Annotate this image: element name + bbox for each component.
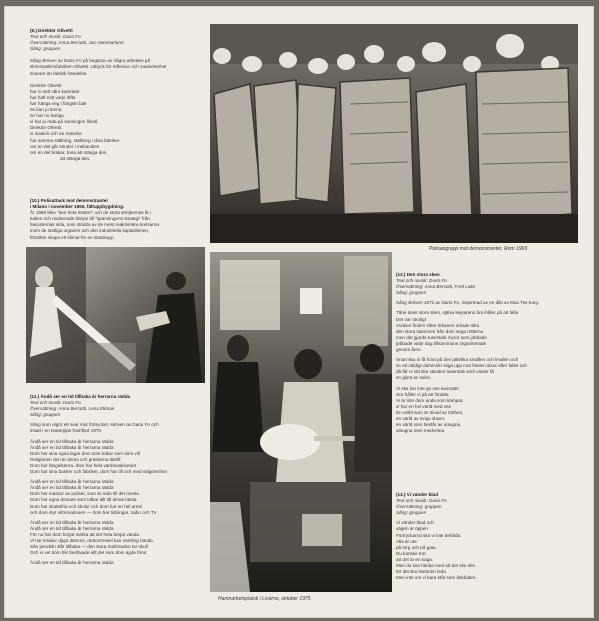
song-9-verse-line: har ni sett våra kamrater: [30, 88, 80, 94]
riot-police-photo: [210, 24, 578, 243]
song-11-line: och dom styr informationen — dom har tidningar, radio och TV: [30, 509, 157, 515]
song-11-block: [30, 394, 210, 566]
song-9-credit: Översättning: Anna Bersotti, Jan Hammarlund: [30, 40, 124, 46]
song-11-heading: (11.) Ändå ser en tid tillbaka år herrarna rädda: [30, 394, 131, 399]
song-9-block: [30, 28, 210, 162]
song-9-verse-line: att stänga den.: [60, 155, 91, 161]
song-10-body-line: försökte skapa ett klimat för en statskupp.: [30, 234, 115, 240]
arrest-photo: [26, 247, 205, 383]
song-11-line: Dom har fängelserna, dom har hela värdmaskineriet: [30, 462, 136, 468]
song-12-line: då får ni väl ska väsiden tusentals små växter få: [396, 369, 494, 375]
song-11-line: Ändå ser en tid tillbaka år herrarna rädda: [30, 485, 114, 491]
song-12-line: se ett väldigt dammoln stiga upp mot himlen strax efter fallet och: [396, 363, 527, 369]
song-11-line: Dom har sina egna lagar dom som tolkar som dom vill: [30, 450, 140, 456]
song-11-line: Sån pendeln slår tillbaka — den stora marknaden tar skull: [30, 544, 148, 550]
song-10-body-line: inom de statliga organen och den industriella kapitalismen,: [30, 228, 150, 234]
song-11-credit: Sång: gruppen: [30, 412, 61, 418]
song-13-credit: Text och musik: Dario Fo: [396, 498, 447, 504]
song-12-line: Vunken finden sitter örkanen orkade slita: [396, 322, 480, 328]
song-11-line: Och vi vet dom blir bedövade allt det som dom ägde förut: [30, 550, 147, 556]
song-12-line: vi har en hel värld med oss: [396, 403, 451, 409]
song-13-line: Alla är ute: [396, 538, 417, 544]
song-13-line: Men du kan hänka med att det ska ske: [396, 563, 475, 569]
song-13-line: Du kanske tror: [396, 550, 426, 556]
song-12-line: Det var otroligt: [396, 316, 426, 322]
song-13-line: tör ditt ska historien leda.: [396, 569, 448, 575]
song-9-verse-line: har samma ställning, ställning i dina fabriker: [30, 137, 120, 143]
song-12-line: en värld som består av utsugna,: [396, 422, 462, 428]
song-11-line: Ändå ser en tid tillbaka år herrarna rädda: [30, 519, 114, 525]
song-9-intro: snarare än faktisk händelse.: [30, 70, 88, 76]
song-13-line: på torg och på gata.: [396, 544, 437, 550]
song-11-line: Religionen den är deras och prästerna därtill: [30, 456, 121, 462]
song-9-intro: skrivmaskinsfabriken Olivetti. Uttryck för reflexion och medvetenhet: [30, 64, 167, 70]
song-12-line: Snart ska ni få höra på den jättelika smällen och knallen och: [396, 357, 519, 363]
song-12-credit: Sång: gruppen: [396, 290, 427, 296]
song-12-line: Vi är inte dom anda som kämpar,: [396, 397, 464, 403]
song-12-line: den stora stammen från dom sega rötterna: [396, 328, 484, 334]
song-11-line: Dom har skattefria och skolor och dom har en hel armé: [30, 503, 143, 509]
song-13-line: Vi vänder blad och: [396, 520, 434, 526]
song-13-block: [396, 492, 582, 581]
riot-police-image: [210, 24, 578, 243]
riot-photo-caption: Polisangrepp mot demonstranter, Rom 1969: [429, 246, 528, 252]
song-9-verse-line: Direktör Olivetti: [30, 125, 62, 131]
song-12-line: utsugna men medvetna.: [396, 428, 446, 434]
song-11-line: Ändå ser en tid tillbaka år herrarna rädda: [30, 479, 114, 485]
song-13-credit: Sång: gruppen: [396, 510, 427, 516]
song-11-intro: Sång som utgör ett svar mot förtrycket, skriven av Dario Fo och: [30, 422, 159, 428]
song-11-credit: Översättning: Anna Bersotti, Lena Ekman: [30, 406, 115, 412]
song-10-body-line: År 1969 blev "den heta hösten" och de stora strejkernas år i: [30, 210, 152, 216]
song-12-line: genom åren.: [396, 347, 422, 353]
song-11-credit: Text och musik: Dario Fo: [30, 400, 81, 406]
booklet-page: [4, 6, 594, 618]
song-12-heading: (12.) Den stora sken: [396, 272, 440, 277]
song-9-verse-line: har haft mitt varje löfte: [30, 94, 76, 100]
song-10-subheading: i Milano i november 1969, fältuppbygdning.: [30, 204, 125, 210]
song-9-heading: (9.) Direktör Olivetti: [30, 28, 73, 33]
song-9-verse-line: ön har nu kvitiga: [30, 113, 64, 119]
song-12-line: jobbade varje dag tillsammans organiserade: [396, 340, 487, 346]
song-10-heading: (10.) Polisattack mot demonstranter: [30, 198, 109, 203]
song-10-body-line: fascisternas sida, som stödda av de mest reaktionära kretsarna: [30, 222, 159, 228]
song-11-line: Vi har knakar djupt dämme, räntonmekel kan nämling hända: [30, 537, 153, 543]
song-9-verse-line: om en del brakar, bara att stänga den,: [30, 149, 108, 155]
song-13-line: Men inte om vi bara står som åskådare.: [396, 575, 477, 581]
song-13-line: att det är en saga.: [396, 556, 434, 562]
song-12-line: en värld av eviga slaver,: [396, 415, 446, 421]
song-9-verse-line: Direktör Olivetti: [30, 82, 62, 88]
song-13-heading: (13.) Vi vänder blad: [396, 492, 439, 497]
song-9-verse-line: ön kan ju ämna: [30, 107, 62, 113]
song-9-verse-line: vi maskin och en mänska: [30, 131, 82, 137]
song-12-line: Tåne dess stora sken, själva kejsarens åra ihåler på att falla: [396, 310, 519, 316]
song-9-verse-line: om en del går sönder i mekaniken: [30, 143, 100, 149]
song-13-credit: Översättning: gruppen: [396, 504, 442, 510]
song-9-verse-line: vi har ju reda på sanningen likväl,: [30, 119, 99, 125]
song-11-line: Dom har sina banker och fabriker, dom har till och med välgörenhet: [30, 469, 167, 475]
song-11-intro: insatt i en teaterpjäs framförd 1970.: [30, 428, 103, 434]
song-12-line: men det gjorde tusentals myror som jobbade: [396, 334, 487, 340]
song-12-credit: Översättning: Anna Bersotti, Fred Lake: [396, 284, 476, 290]
song-11-line: För nu har dom börjat märka att det hela börjar vända: [30, 531, 140, 537]
song-11-line: Dom har egna domare som tolkar allt till deras bästa: [30, 497, 137, 503]
song-11-line: Ändå ser en tid tillbaka år herrarna rädda: [30, 444, 114, 450]
song-11-line: Ändå ser en tid tillbaka år herrarna rädda: [30, 438, 114, 444]
song-12-line: Vi ska fan inte ge oss kamrater: [396, 385, 459, 391]
song-12-intro: Sång skriven 1972 av Dario Fo, inspirerad av en dikt av Mao Tse-tung.: [396, 300, 540, 306]
song-12-line: vira håller vi på att fördela: [396, 391, 449, 397]
song-10-body-line: Italien och markerade början till "spänningens strategi" från: [30, 216, 150, 222]
musicians-photo: [210, 252, 392, 592]
song-9-credit: Sång: gruppen: [30, 46, 61, 52]
song-9-verse-line: har hänga veg i fängsle bak: [30, 100, 87, 106]
musicians-photo-caption: Hamnarbetsplatsk i Livorno, oktober 1975: [218, 596, 311, 602]
song-12-line: en glimt av solen: [396, 375, 431, 381]
arrest-photo-image: [26, 247, 205, 383]
song-10-block: [30, 198, 210, 241]
song-11-line: Dom har massor av poliser, som är redo till det mesta: [30, 491, 139, 497]
song-13-line: Förtryckarna ska vi inte behåda.: [396, 532, 462, 538]
song-11-line: Ändå ser en tid tillbaka år herrarna rädda: [30, 560, 114, 566]
musicians-image: [210, 252, 392, 592]
song-12-block: [396, 272, 582, 434]
song-9-credit: Text och musik: Dario Fo: [30, 34, 81, 40]
song-12-credit: Text och musik: Dario Fo: [396, 278, 447, 284]
song-13-line: vägen är öppen: [396, 526, 428, 532]
song-11-line: Ändå ser en tid tillbaka år herrarna rädda: [30, 525, 114, 531]
song-9-intro: Sång skriven av Dario Fo på begäran av några arbetare på: [30, 58, 151, 64]
song-12-line: En värld som är trivad av trälhen,: [396, 409, 464, 415]
